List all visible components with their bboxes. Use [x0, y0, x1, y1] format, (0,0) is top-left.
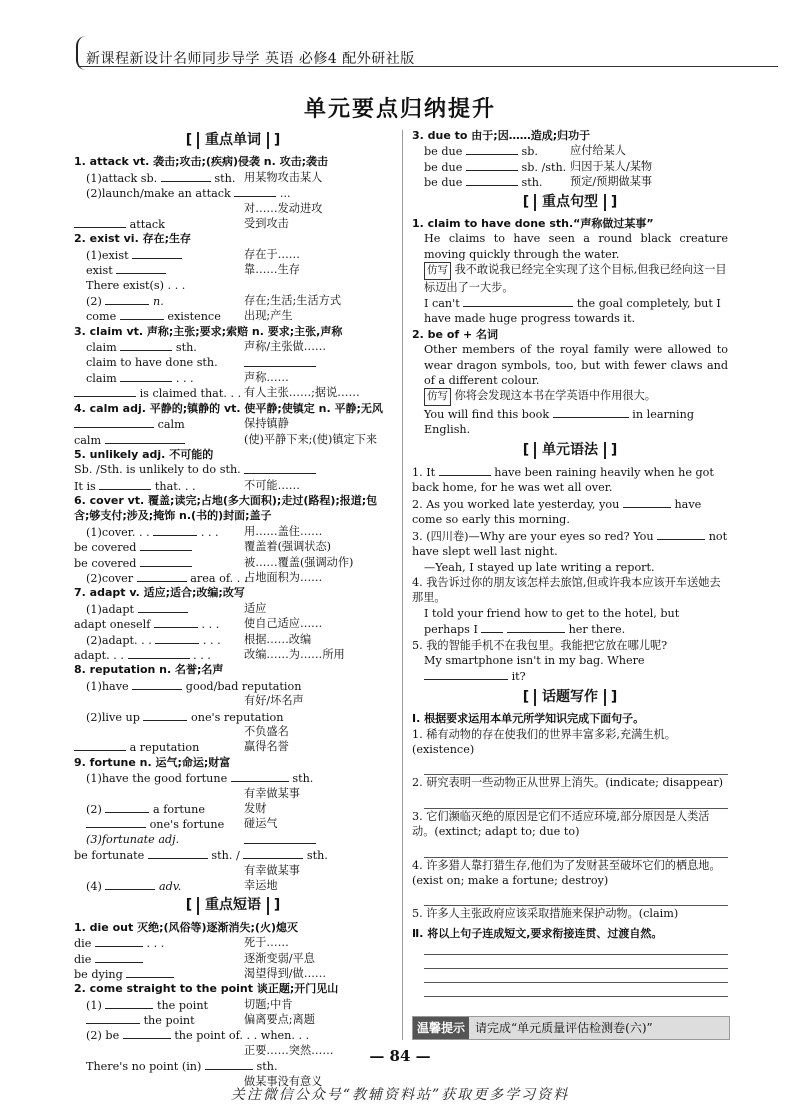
- footer-note: 关注微信公众号“教辅资料站”获取更多学习资料: [230, 1087, 570, 1103]
- list-item: (4) adv. 幸运地: [86, 878, 278, 893]
- writing-q5: 5. 许多人主张政府应该采取措施来保护动物。(claim): [412, 907, 679, 921]
- writing-part-1: Ⅰ. 根据要求运用本单元所学知识完成下面句子。: [412, 712, 645, 726]
- list-item: 做某事没有意义: [244, 1074, 323, 1088]
- answer-line[interactable]: [424, 941, 728, 955]
- vocab-claim: 3. claim vt. 声称;主张;要求;索赔 n. 要求;主张,声称: [74, 324, 343, 338]
- list-item: calm (使)平静下来;(使)镇定下来: [74, 432, 378, 447]
- vocab-attack: 1. attack vt. 袭击;攻击;(疾病)侵袭 n. 攻击;袭击: [74, 155, 329, 169]
- list-item: be covered 覆盖着(强调状态): [74, 540, 332, 555]
- answer-line[interactable]: [424, 983, 728, 997]
- list-item: (1)exist 存在于……: [86, 247, 300, 262]
- list-item: (1)attack sb. sth. 用某物攻击某人: [86, 170, 323, 185]
- list-item: 有幸做某事: [244, 786, 300, 800]
- running-header: 新课程新设计名师同步导学 英语 必修4 配外研社版: [86, 51, 415, 67]
- list-item: be due sth. 预定/预期做某事: [424, 175, 653, 190]
- imitation-prompt: 仿写 我不敢说我已经完全实现了这个目标,但我已经向这一目标迈出了一大步。: [424, 263, 727, 294]
- grammar-q3: 3. (四川卷)—Why are your eyes so red? You not have slept well last night.: [412, 529, 728, 559]
- list-item: 正要……突然……: [244, 1043, 334, 1057]
- list-item: (2)cover area of. . . 占地面积为……: [86, 571, 323, 586]
- writing-q3: 3. 它们濒临灭绝的原因是它们不适应环境,部分原因是人类活动。(extinct; adapt to; due to): [412, 809, 710, 839]
- grammar-q2: 2. As you worked late yesterday, you have come so early this morning.: [412, 497, 702, 527]
- grammar-q1: 1. It have been raining heavily when he got back home, for he was wet all over.: [412, 466, 714, 495]
- page-title: 单元要点归纳提升: [303, 97, 496, 122]
- list-item: exist 靠……生存: [86, 263, 300, 278]
- list-item: 有好/坏名声: [244, 694, 304, 708]
- list-item: (2)live up one's reputation: [86, 710, 284, 724]
- writing-q2: 2. 研究表明一些动物正从世界上消失。(indicate; disappear): [412, 776, 723, 790]
- list-item: (2)launch/make an attack ...: [86, 187, 291, 201]
- grammar-q5-cn: 5. 我的智能手机不在我包里。我能把它放在哪儿呢?: [412, 638, 668, 652]
- list-item: claim sth. 声称/主张做……: [86, 340, 327, 355]
- list-item: (1)cover. . . . . . 用……盖住……: [86, 524, 323, 539]
- section-writing-heading: [ 话题写作 ]: [522, 688, 618, 705]
- imitation-answer: I can't the goal completely, but I have made huge progress towards it.: [424, 297, 721, 326]
- list-item: a reputation 赢得名誉: [74, 739, 392, 754]
- section-phrases-heading: [ 重点短语 ]: [185, 897, 281, 914]
- grammar-q3-reply: —Yeah, I stayed up late writing a report.: [424, 560, 655, 574]
- list-item: be due sb. /sth. 归因于某人/某物: [424, 159, 653, 174]
- list-item: be fortunate sth. / sth.: [74, 849, 328, 863]
- list-item: (1)have the good fortune sth.: [86, 772, 314, 786]
- sentence-pattern-2: 2. be of + 名词: [412, 327, 499, 341]
- column-divider: [402, 130, 403, 1040]
- list-item: be due sb. 应付给某人: [424, 144, 626, 159]
- right-column: [412, 128, 728, 997]
- list-item: adapt oneself . . . 使自己适应……: [74, 617, 323, 632]
- page-number: — 84 —: [369, 1047, 431, 1065]
- list-item: be covered 被……覆盖(强调动作): [74, 555, 354, 570]
- vocab-unlikely: 5. unlikely adj. 不可能的: [74, 447, 214, 461]
- list-item: one's fortune 碰运气: [74, 816, 392, 831]
- list-item: adapt. . . . . . 改编……为……所用: [74, 648, 345, 663]
- writing-q1: 1. 稀有动物的存在使我们的世界丰富多彩,充满生机。(existence): [412, 727, 676, 756]
- list-item: 有幸做某事: [244, 863, 300, 877]
- list-item: die . . . 死于……: [74, 936, 289, 951]
- list-item: (2) n. 存在;生活;生活方式: [86, 293, 342, 308]
- vocab-adapt: 7. adapt v. 适应;适合;改编;改写: [74, 586, 245, 600]
- writing-part-2: Ⅱ. 将以上句子连成短文,要求衔接连贯、过渡自然。: [412, 926, 663, 940]
- vocab-cover: 6. cover vt. 覆盖;读完;占地(多大面积);走过(路程);报道;包含;够支付;涉及;掩饰 n.(书的)封面;盖子: [74, 494, 378, 523]
- grammar-q5: My smartphone isn't in my bag. Where it?: [424, 653, 645, 684]
- list-item: be dying 渴望得到/做……: [74, 966, 327, 981]
- header-rule: [78, 66, 778, 67]
- writing-q4: 4. 许多猎人靠打猎生存,他们为了发财甚至破坏它们的栖息地。(exist on; make a fortune; destroy): [412, 858, 721, 888]
- reminder-text: 请完成“单元质量评估检测卷(六)”: [475, 1021, 653, 1035]
- header-bracket: [76, 36, 86, 70]
- example-sentence: He claims to have seen a round black creature moving quickly through the water.: [424, 232, 728, 261]
- list-item: claim to have done sth.: [74, 355, 392, 370]
- sentence-pattern-1: 1. claim to have done sth.“声称做过某事”: [412, 216, 654, 230]
- list-item: claim . . . 声称……: [86, 370, 289, 385]
- imitation-prompt: 仿写 你将会发现这本书在学英语中作用很大。: [412, 388, 728, 405]
- list-item: Sb. /Sth. is unlikely to do sth.: [74, 462, 392, 477]
- section-vocab-heading: [ 重点单词 ]: [185, 132, 281, 148]
- list-item: calm 保持镇静: [74, 416, 392, 431]
- list-item: 不负盛名: [244, 725, 289, 738]
- grammar-q4: I told your friend how to get to the hotel, but perhaps I her there.: [424, 606, 680, 637]
- list-item: 对……发动进攻: [244, 201, 323, 215]
- imitation-answer: You will find this book in learning English.: [424, 407, 694, 437]
- phrase-die-out: 1. die out 灭绝;(风俗等)逐渐消失;(火)熄灭: [74, 920, 298, 934]
- reminder-label: 温馨提示: [413, 1017, 469, 1039]
- section-sentences-heading: [ 重点句型 ]: [522, 193, 618, 210]
- list-item: come existence 出现;产生: [86, 309, 293, 324]
- list-item: (2)adapt. . . . . . 根据……改编: [86, 632, 312, 647]
- list-item: It is that. . . 不可能……: [74, 478, 300, 493]
- list-item: the point 偏离要点;离题: [74, 1012, 392, 1027]
- vocab-reputation: 8. reputation n. 名誉;名声: [74, 663, 224, 677]
- list-item: (1)have good/bad reputation: [86, 679, 302, 693]
- list-item: There exist(s) . . .: [86, 278, 186, 292]
- list-item: There's no point (in) sth.: [86, 1060, 278, 1074]
- list-item: (2) a fortune 发财: [86, 801, 267, 816]
- answer-line[interactable]: [424, 840, 728, 858]
- phrase-come-straight: 2. come straight to the point 谈正题;开门见山: [74, 982, 339, 996]
- list-item: (3)fortunate adj.: [74, 832, 392, 847]
- vocab-exist: 2. exist vi. 存在;生存: [74, 232, 191, 246]
- left-column: [74, 128, 392, 1089]
- answer-line[interactable]: [424, 955, 728, 969]
- list-item: die 逐渐变弱/平息: [74, 951, 315, 966]
- section-grammar-heading: [ 单元语法 ]: [522, 441, 618, 458]
- list-item: is claimed that. . . 有人主张……;据说……: [74, 385, 392, 400]
- answer-line[interactable]: [424, 757, 728, 775]
- phrase-due-to: 3. due to 由于;因……造成;归功于: [412, 129, 591, 142]
- list-item: attack 受到攻击: [74, 216, 392, 231]
- vocab-fortune: 9. fortune n. 运气;命运;财富: [74, 755, 231, 769]
- answer-line[interactable]: [424, 969, 728, 983]
- answer-line[interactable]: [424, 888, 728, 906]
- vocab-calm: 4. calm adj. 平静的;镇静的 vt. 使平静;使镇定 n. 平静;无风: [74, 401, 383, 415]
- reminder-banner: [412, 1016, 730, 1040]
- grammar-q4-cn: 4. 我告诉过你的朋友该怎样去旅馆,但或许我本应该开车送她去那里。: [412, 575, 721, 605]
- answer-line[interactable]: [424, 791, 728, 809]
- list-item: (2) be the point of. . . when. . .: [86, 1029, 310, 1043]
- list-item: (1) the point 切题;中肯: [86, 997, 293, 1012]
- list-item: (1)adapt 适应: [86, 601, 267, 616]
- example-sentence: Other members of the royal family were allowed to wear dragon symbols, too, but with fewer claws and of a different colour.: [424, 343, 728, 388]
